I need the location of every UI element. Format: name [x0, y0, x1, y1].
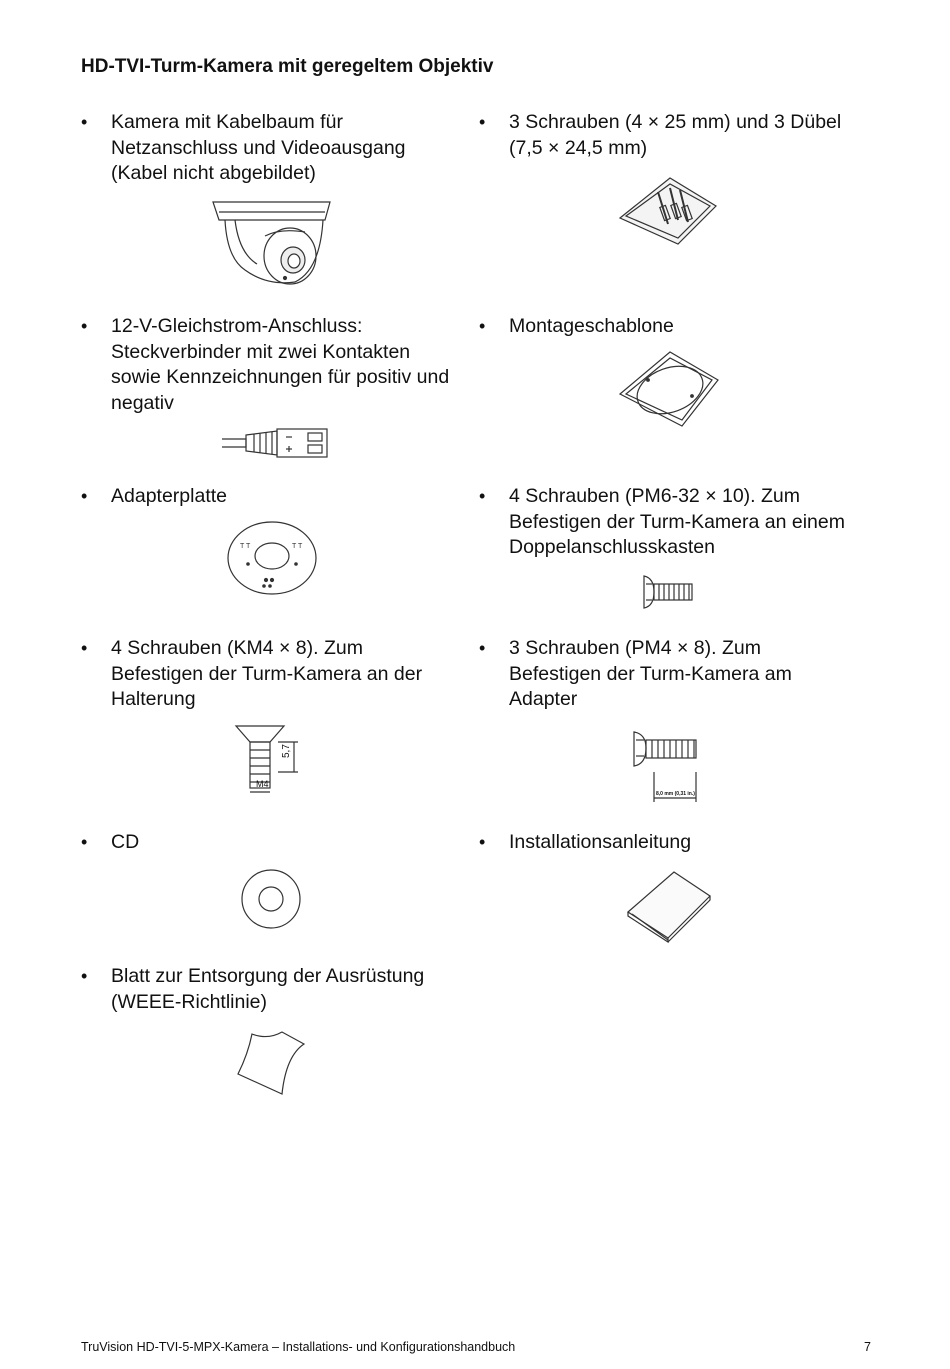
- svg-text:T T: T T: [240, 543, 251, 550]
- page-number: 7: [864, 1340, 871, 1354]
- bullet: •: [479, 832, 486, 852]
- bullet: •: [81, 638, 88, 658]
- item-text: Installationsanleitung: [509, 831, 692, 853]
- item-text: Blatt zur Entsorgung der Ausrüstung (WEEE-Richtlinie): [111, 965, 425, 1013]
- item-text: 12-V-Gleichstrom-Anschluss: Steckverbinder mit zwei Kontakten sowie Kennzeichnungen für positiv und negativ: [111, 315, 450, 414]
- bullet: •: [479, 638, 486, 658]
- screw-pm6-icon: [640, 572, 696, 612]
- item-text: Montageschablone: [509, 315, 674, 337]
- mounting-template-icon: [618, 350, 720, 428]
- bullet: •: [479, 316, 486, 336]
- bullet: •: [81, 486, 88, 506]
- weee-sheet-icon: [232, 1028, 308, 1098]
- dome-camera-icon: [205, 198, 335, 290]
- item-text: 3 Schrauben (PM4 × 8). Zum Befestigen der Turm-Kamera am Adapter: [509, 637, 792, 710]
- screw-km4-icon: [234, 722, 304, 794]
- item-text: CD: [111, 831, 140, 853]
- screw-bag-icon: [618, 176, 718, 246]
- manual-booklet-icon: [624, 868, 714, 942]
- km4-diameter-label: M4: [256, 779, 269, 789]
- bullet: •: [81, 832, 88, 852]
- bullet: •: [479, 112, 486, 132]
- item-text: Adapterplatte: [111, 485, 228, 507]
- bullet: •: [81, 966, 88, 986]
- cd-icon: [240, 868, 302, 930]
- bullet: •: [81, 316, 88, 336]
- adapter-plate-icon: [226, 520, 318, 596]
- item-text: 4 Schrauben (PM6-32 × 10). Zum Befestigen der Turm-Kamera an einem Doppelanschlusskasten: [509, 485, 845, 558]
- item-text: 4 Schrauben (KM4 × 8). Zum Befestigen der Turm-Kamera an der Halterung: [111, 637, 423, 710]
- bullet: •: [81, 112, 88, 132]
- svg-text:T T: T T: [292, 543, 303, 550]
- bullet: •: [479, 486, 486, 506]
- page-title: HD-TVI-Turm-Kamera mit geregeltem Objektiv: [81, 56, 494, 77]
- km4-height-label: 5,7: [281, 744, 292, 758]
- pm4-length-label: 8,0 mm (0,31 in.): [656, 791, 695, 797]
- item-text: 3 Schrauben (4 × 25 mm) und 3 Dübel (7,5 × 24,5 mm): [509, 111, 842, 159]
- footer-document-title: TruVision HD-TVI-5-MPX-Kamera – Installations- und Konfigurationshandbuch: [81, 1340, 516, 1354]
- dc-connector-icon: [222, 427, 330, 459]
- item-text: Kamera mit Kabelbaum für Netzanschluss und Videoausgang (Kabel nicht abgebildet): [111, 111, 406, 184]
